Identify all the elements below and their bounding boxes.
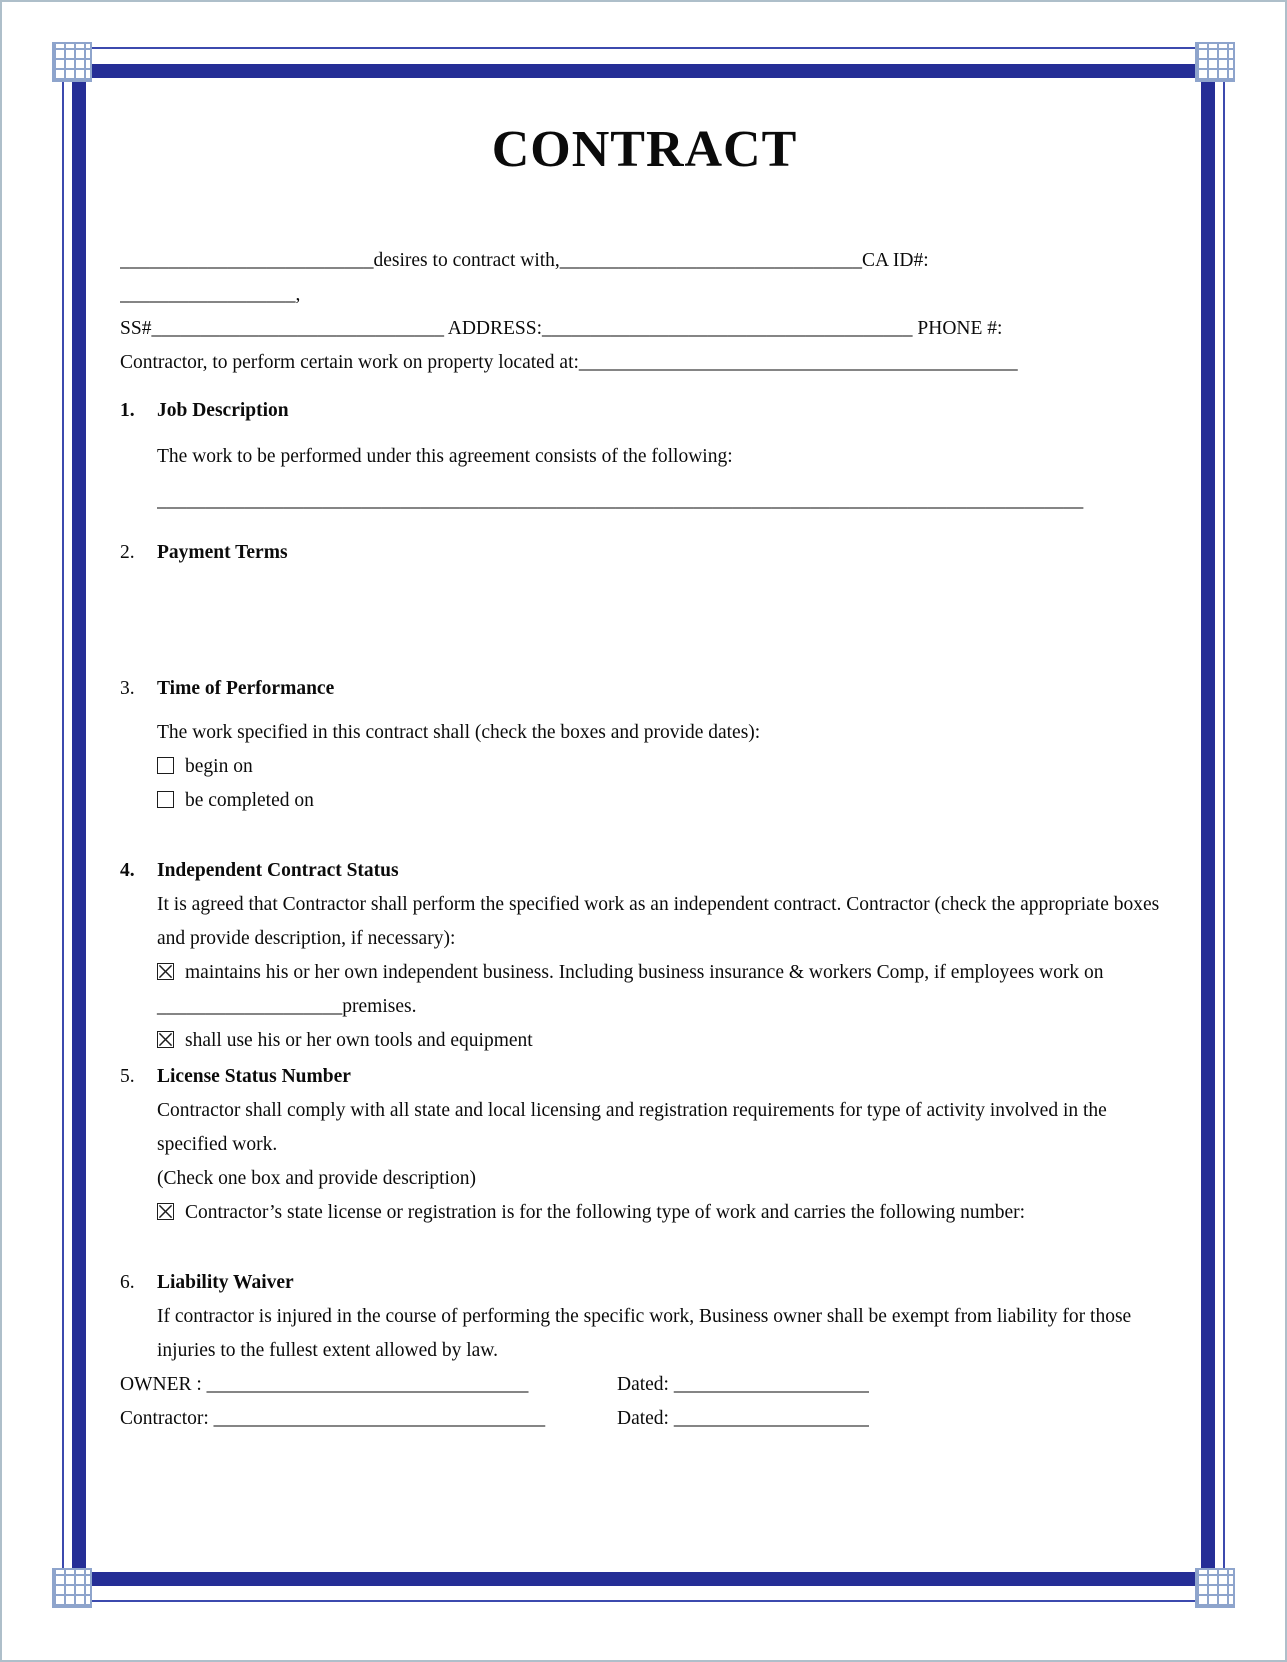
section-time-of-performance bbox=[120, 672, 1169, 818]
section-number: 3. bbox=[120, 677, 135, 699]
section-payment-terms bbox=[120, 536, 1169, 570]
border-corner-ornament-top-right bbox=[1195, 42, 1235, 82]
intro-line-ss-address-phone[interactable]: SS#______________________________ ADDRESS:______________________________________ PHONE #: bbox=[120, 317, 1003, 339]
section-liability-waiver bbox=[120, 1266, 1169, 1368]
checkbox-checked-icon[interactable] bbox=[157, 1203, 174, 1220]
contractor-signature-field[interactable]: Contractor: __________________________________ bbox=[120, 1407, 546, 1429]
checkbox-row-be-completed-on[interactable] bbox=[157, 784, 1169, 818]
border-corner-ornament-bottom-right bbox=[1195, 1568, 1235, 1608]
checkbox-row-independent-business[interactable] bbox=[157, 956, 1169, 1024]
section-heading: Liability Waiver bbox=[157, 1271, 294, 1293]
border-corner-ornament-top-left bbox=[52, 42, 92, 82]
section-note: (Check one box and provide description) bbox=[157, 1167, 476, 1189]
section-number: 1. bbox=[120, 399, 135, 421]
section-heading: Independent Contract Status bbox=[157, 859, 399, 881]
contractor-signature-row bbox=[120, 1402, 1169, 1436]
checkbox-checked-icon[interactable] bbox=[157, 963, 174, 980]
job-description-blank-field[interactable]: _______________________________________________________________________________________________ bbox=[157, 489, 1084, 511]
document-body bbox=[120, 90, 1169, 1560]
checkbox-row-state-license[interactable] bbox=[157, 1196, 1169, 1230]
checkbox-unchecked-icon[interactable] bbox=[157, 791, 174, 808]
checkbox-label: begin on bbox=[185, 755, 253, 777]
signature-block bbox=[120, 1368, 1169, 1436]
section-heading: License Status Number bbox=[157, 1065, 351, 1087]
section-number: 6. bbox=[120, 1271, 135, 1293]
owner-dated-field[interactable]: Dated: ____________________ bbox=[617, 1373, 869, 1395]
intro-block bbox=[120, 244, 1169, 380]
section-number: 2. bbox=[120, 541, 135, 563]
intro-line-property-location[interactable]: Contractor, to perform certain work on property located at:_____________________________________________ bbox=[120, 351, 1018, 373]
contractor-dated-field[interactable]: Dated: ____________________ bbox=[617, 1407, 869, 1429]
section-job-description bbox=[120, 394, 1169, 518]
section-heading: Job Description bbox=[157, 399, 289, 421]
section-text: The work to be performed under this agreement consists of the following: bbox=[157, 445, 733, 467]
checkbox-row-begin-on[interactable] bbox=[157, 750, 1169, 784]
checkbox-label: shall use his or her own tools and equipment bbox=[185, 1029, 533, 1051]
section-text: If contractor is injured in the course of performing the specific work, Business owner shall be exempt from liability for those injuries to the fullest extent allowed by law. bbox=[157, 1305, 1132, 1361]
section-text: The work specified in this contract shall (check the boxes and provide dates): bbox=[157, 721, 761, 743]
intro-line-blank[interactable]: __________________, bbox=[120, 283, 301, 305]
checkbox-unchecked-icon[interactable] bbox=[157, 757, 174, 774]
checkbox-label: Contractor’s state license or registration is for the following type of work and carries the following number: bbox=[185, 1201, 1026, 1223]
owner-signature-field[interactable]: OWNER : _________________________________ bbox=[120, 1373, 529, 1395]
section-number: 4. bbox=[120, 859, 135, 881]
section-text: It is agreed that Contractor shall perform the specified work as an independent contract. Contractor (check the appropriate boxes and provide description, if necessary): bbox=[157, 893, 1160, 949]
section-heading: Payment Terms bbox=[157, 541, 288, 563]
section-number: 5. bbox=[120, 1065, 135, 1087]
checkbox-row-own-tools[interactable] bbox=[157, 1024, 1169, 1058]
checkbox-label: be completed on bbox=[185, 789, 314, 811]
section-heading: Time of Performance bbox=[157, 677, 335, 699]
checkbox-label: maintains his or her own independent business. Including business insurance & workers Comp, if employees work on ___________________premises. bbox=[157, 961, 1104, 1017]
intro-line-parties[interactable]: __________________________desires to contract with,_______________________________CA ID#: bbox=[120, 249, 929, 271]
checkbox-checked-icon[interactable] bbox=[157, 1031, 174, 1048]
section-text: Contractor shall comply with all state and local licensing and registration requirements for type of activity involved in the specified work. bbox=[157, 1099, 1107, 1155]
border-corner-ornament-bottom-left bbox=[52, 1568, 92, 1608]
owner-signature-row bbox=[120, 1368, 1169, 1402]
section-independent-contract-status bbox=[120, 854, 1169, 1058]
section-license-status-number bbox=[120, 1060, 1169, 1230]
page-title: CONTRACT bbox=[491, 121, 798, 178]
